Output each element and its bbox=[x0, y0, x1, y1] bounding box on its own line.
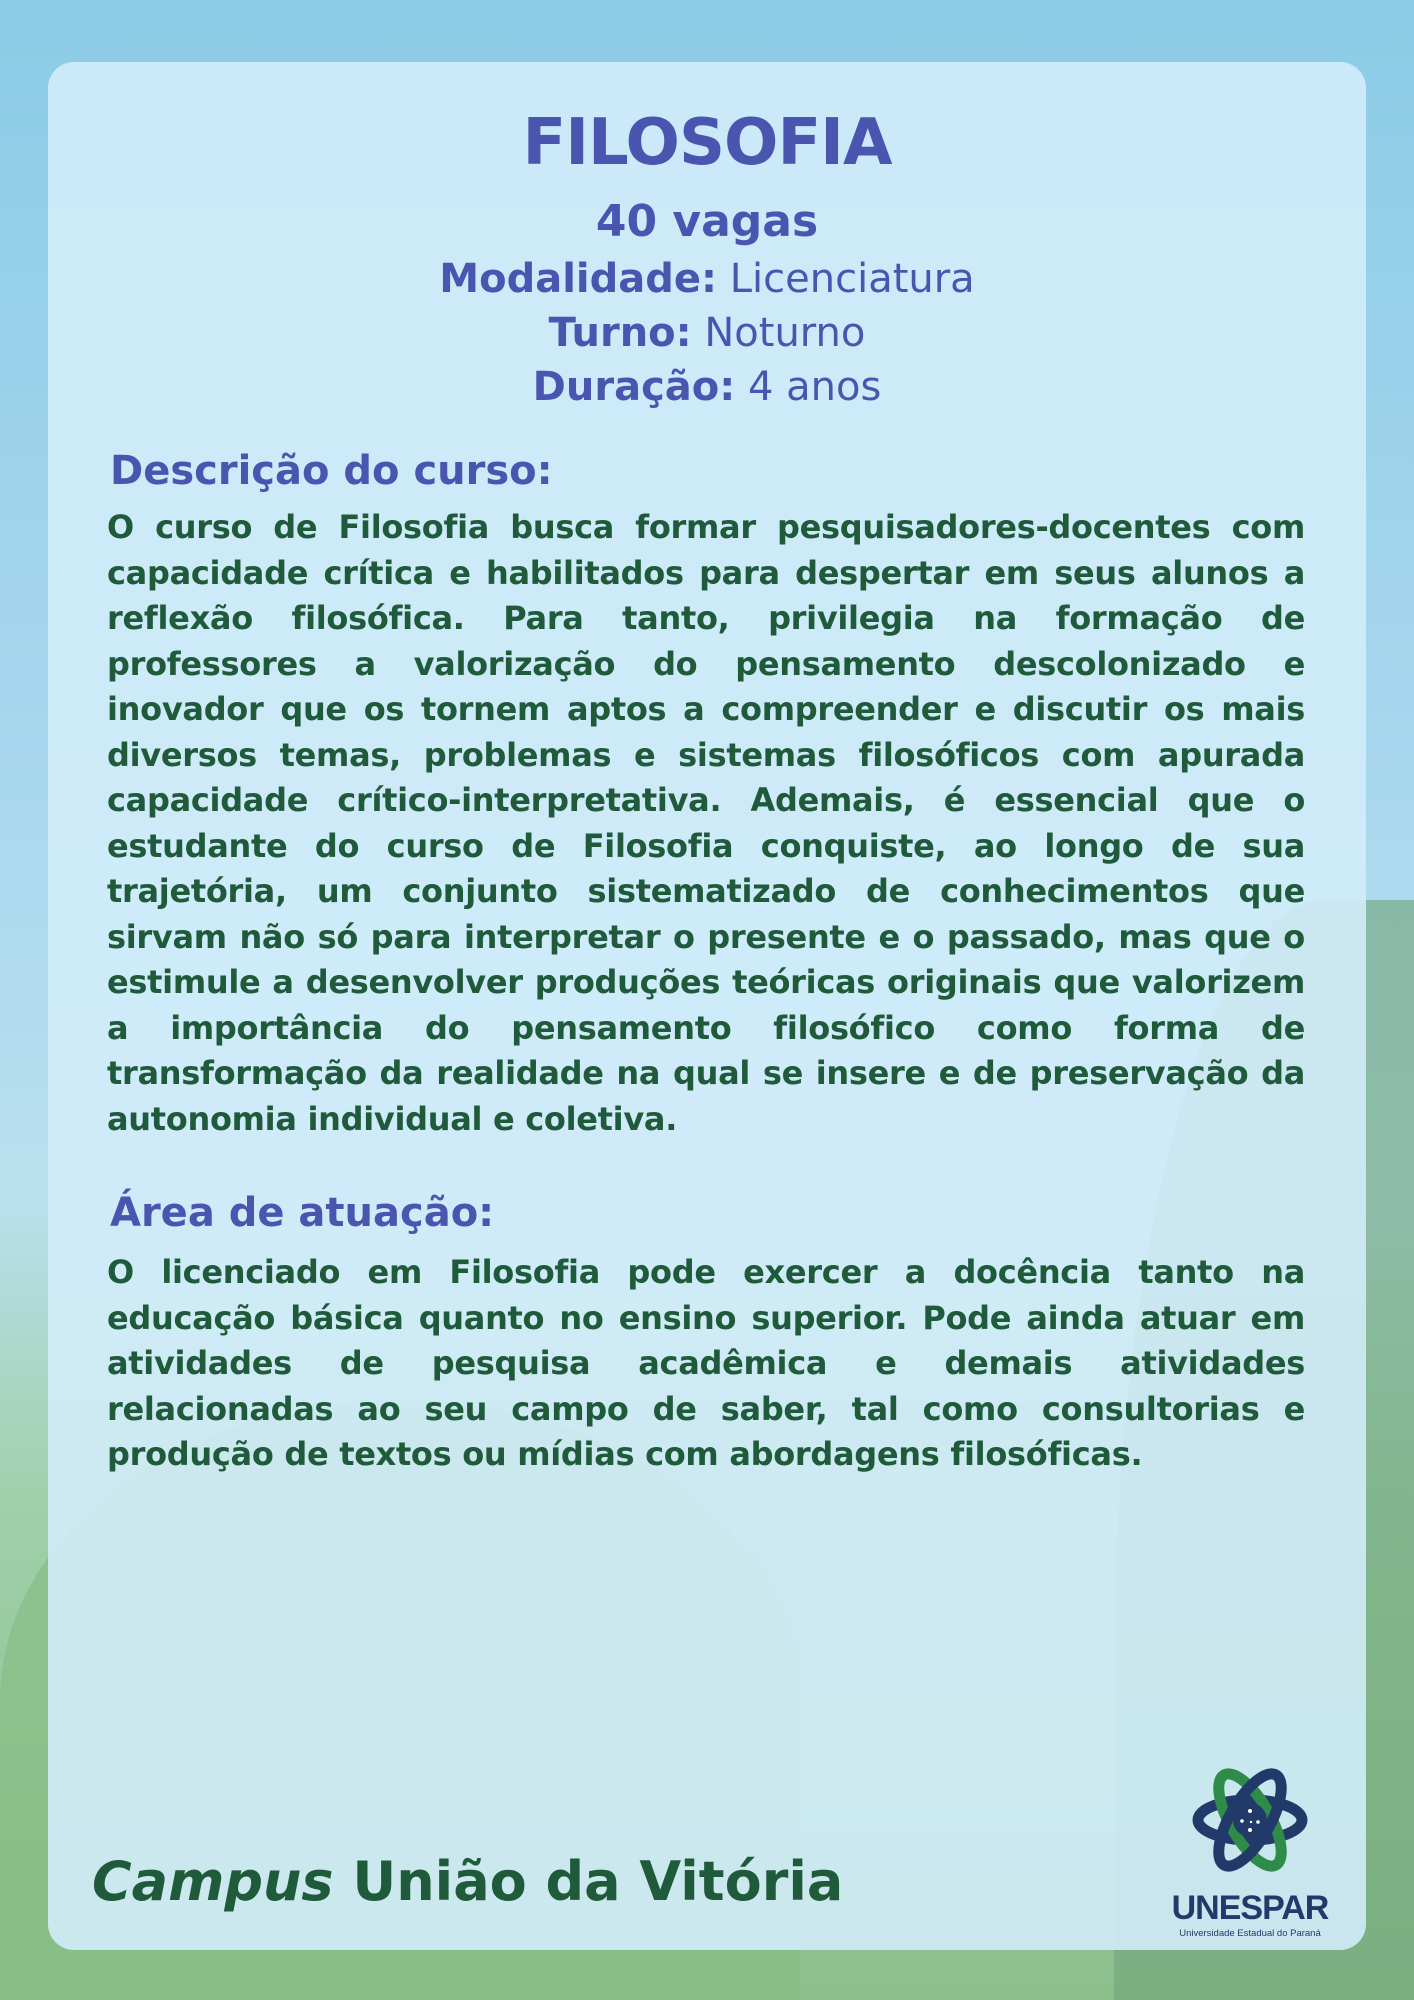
campus-footer bbox=[92, 1850, 843, 1913]
descricao-text: O curso de Filosofia busca formar pesquisadores-docentes com capacidade crítica e habilitados para despertar em seus alunos a reflexão filosófica. Para tanto, privilegia na formação de professores a valorização do pensamento descolonizado e inovador que os tornem aptos a compreender e discutir os mais diversos temas, problemas e sistemas filosóficos com apurada capacidade crítico-interpretativa. Ademais, é essencial que o estudante do curso de Filosofia conquiste, ao longo de sua trajetória, um conjunto sistematizado de conhecimentos que sirvam não só para interpretar o presente e o passado, mas que o estimule a desenvolver produções teóricas originais que valorizem a importância do pensamento filosófico como forma de transformação da realidade na qual se insere e de preservação da autonomia individual e coletiva. bbox=[107, 508, 1305, 1138]
modalidade bbox=[0, 256, 1414, 302]
atuacao-heading: Área de atuação: bbox=[110, 1190, 495, 1236]
turno bbox=[0, 310, 1414, 356]
unespar-logo bbox=[1165, 1755, 1335, 1939]
duracao-value: 4 anos bbox=[747, 364, 882, 410]
turno-label: Turno: bbox=[548, 310, 692, 356]
modalidade-label: Modalidade: bbox=[439, 256, 718, 302]
campus-label: Campus bbox=[92, 1850, 334, 1913]
logo-subtitle: Universidade Estadual do Paraná bbox=[1179, 1928, 1321, 1939]
atuacao-text: O licenciado em Filosofia pode exercer a docência tanto na educação básica quanto no ensino superior. Pode ainda atuar em atividades de pesquisa acadêmica e demais atividades relacionadas ao seu campo de saber, tal como consultorias e produção de textos ou mídias com abordagens filosóficas. bbox=[107, 1253, 1305, 1473]
vagas: 40 vagas bbox=[595, 196, 819, 247]
turno-value: Noturno bbox=[704, 310, 866, 356]
logo-name: UNESPAR bbox=[1171, 1889, 1329, 1927]
course-title: FILOSOFIA bbox=[522, 106, 892, 180]
duracao-label: Duração: bbox=[532, 364, 736, 410]
descricao-heading: Descrição do curso: bbox=[110, 448, 553, 494]
campus-name: União da Vitória bbox=[352, 1850, 844, 1913]
modalidade-value: Licenciatura bbox=[729, 256, 975, 302]
duracao bbox=[0, 364, 1414, 410]
unespar-emblem-icon bbox=[1165, 1755, 1335, 1885]
